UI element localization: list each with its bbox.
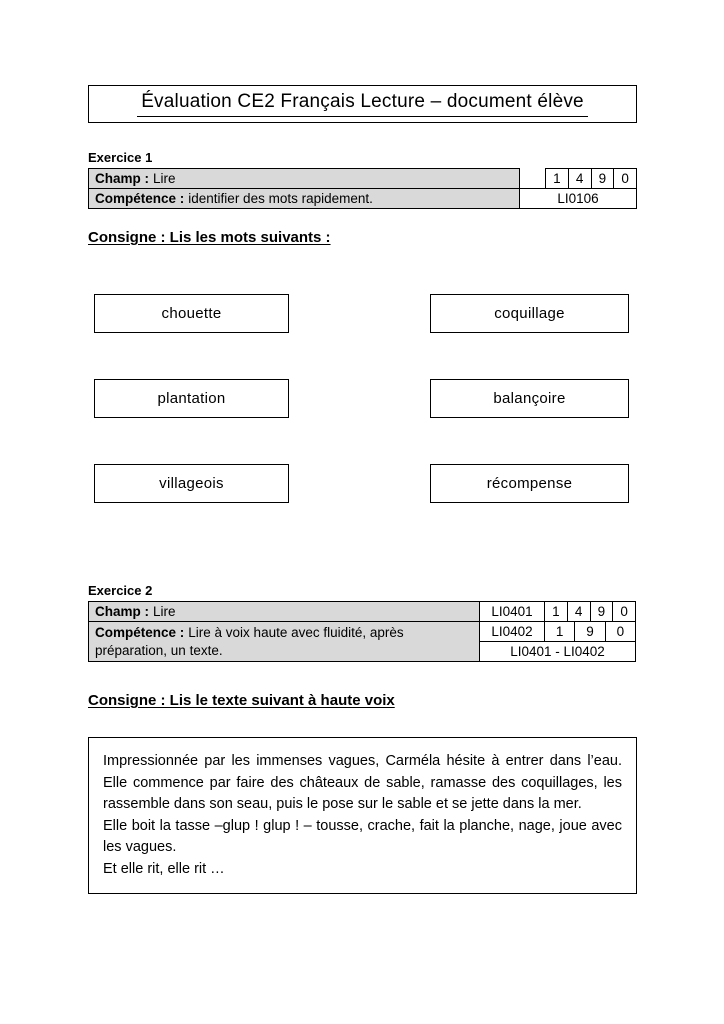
- score-digit: 9: [591, 168, 615, 189]
- exercise2-champ-cell: [88, 601, 480, 622]
- score-digit: 1: [544, 621, 575, 642]
- champ-label: Champ :: [95, 604, 149, 619]
- competence-value: identifier des mots rapidement.: [188, 191, 373, 206]
- exercise2-score-boxes-1: [544, 601, 636, 622]
- exercise2-champ-row: [88, 601, 637, 622]
- page-title: Évaluation CE2 Français Lecture – document élève: [137, 91, 588, 117]
- champ-value: Lire: [153, 604, 176, 619]
- exercise1-score-boxes: [545, 168, 637, 189]
- word-box-1: chouette: [94, 294, 289, 333]
- exercise1-competence-row: [88, 188, 637, 209]
- word-box-5: villageois: [94, 464, 289, 503]
- champ-label: Champ :: [95, 171, 149, 186]
- champ-value: Lire: [153, 171, 176, 186]
- score-digit: 1: [544, 601, 568, 622]
- score-digit: 4: [568, 168, 592, 189]
- exercise1-table: [88, 168, 637, 209]
- exercise2-item-code-2: LI0402: [479, 621, 545, 642]
- exercise1-champ-row: [88, 168, 637, 189]
- exercise1-competence-cell: [88, 188, 520, 209]
- word-grid: [88, 294, 637, 503]
- exercise1-champ-cell: [88, 168, 520, 189]
- word-box-6: récompense: [430, 464, 629, 503]
- score-digit: 0: [612, 601, 636, 622]
- exercise2-item-code-1: LI0401: [479, 601, 545, 622]
- exercise2-merged-code-row: [480, 641, 636, 662]
- title-box: [88, 85, 637, 123]
- exercise2-right-stack: [480, 621, 636, 662]
- score-digit: 0: [605, 621, 636, 642]
- reading-paragraph-1: Impressionnée par les immenses vagues, Carméla hésite à entrer dans l’eau. Elle commence par faire des châteaux de sable, ramasse des coquillages, les rassemble dans son seau, puis le pose sur le sable et se jette dans la mer.: [103, 753, 622, 812]
- exercise2-score-boxes-2: [544, 621, 636, 642]
- competence-label: Compétence :: [95, 625, 185, 640]
- score-digit: 1: [545, 168, 569, 189]
- score-digit: 9: [574, 621, 605, 642]
- score-digit: 0: [613, 168, 637, 189]
- reading-paragraph-2: Elle boit la tasse –glup ! glup ! – tousse, crache, fait la planche, nage, joue avec les vagues.: [103, 817, 622, 855]
- word-box-3: plantation: [94, 379, 289, 418]
- reading-text-box: [88, 737, 637, 894]
- competence-label: Compétence :: [95, 191, 185, 206]
- score-digit: 9: [590, 601, 614, 622]
- exercise2-merged-codes: LI0401 - LI0402: [479, 641, 636, 662]
- consigne-exercise1: Consigne : Lis les mots suivants :: [88, 229, 331, 246]
- word-box-2: coquillage: [430, 294, 629, 333]
- word-box-4: balançoire: [430, 379, 629, 418]
- reading-paragraph-3: Et elle rit, elle rit …: [103, 860, 225, 877]
- competence-value: Lire à voix haute avec fluidité, après préparation, un texte.: [95, 625, 404, 658]
- exercise2-competence-cell: [88, 621, 480, 662]
- spacer: [520, 168, 545, 189]
- exercise1-item-code: LI0106: [519, 188, 637, 209]
- exercise2-label: Exercice 2: [88, 583, 153, 598]
- exercise2-competence-row: [88, 621, 637, 662]
- page-content: [88, 0, 637, 894]
- exercise2-code-row-2: [480, 621, 636, 642]
- score-digit: 4: [567, 601, 591, 622]
- exercise1-label: Exercice 1: [88, 150, 153, 165]
- exercise2-table: [88, 601, 637, 662]
- consigne-exercise2: Consigne : Lis le texte suivant à haute voix: [88, 692, 395, 709]
